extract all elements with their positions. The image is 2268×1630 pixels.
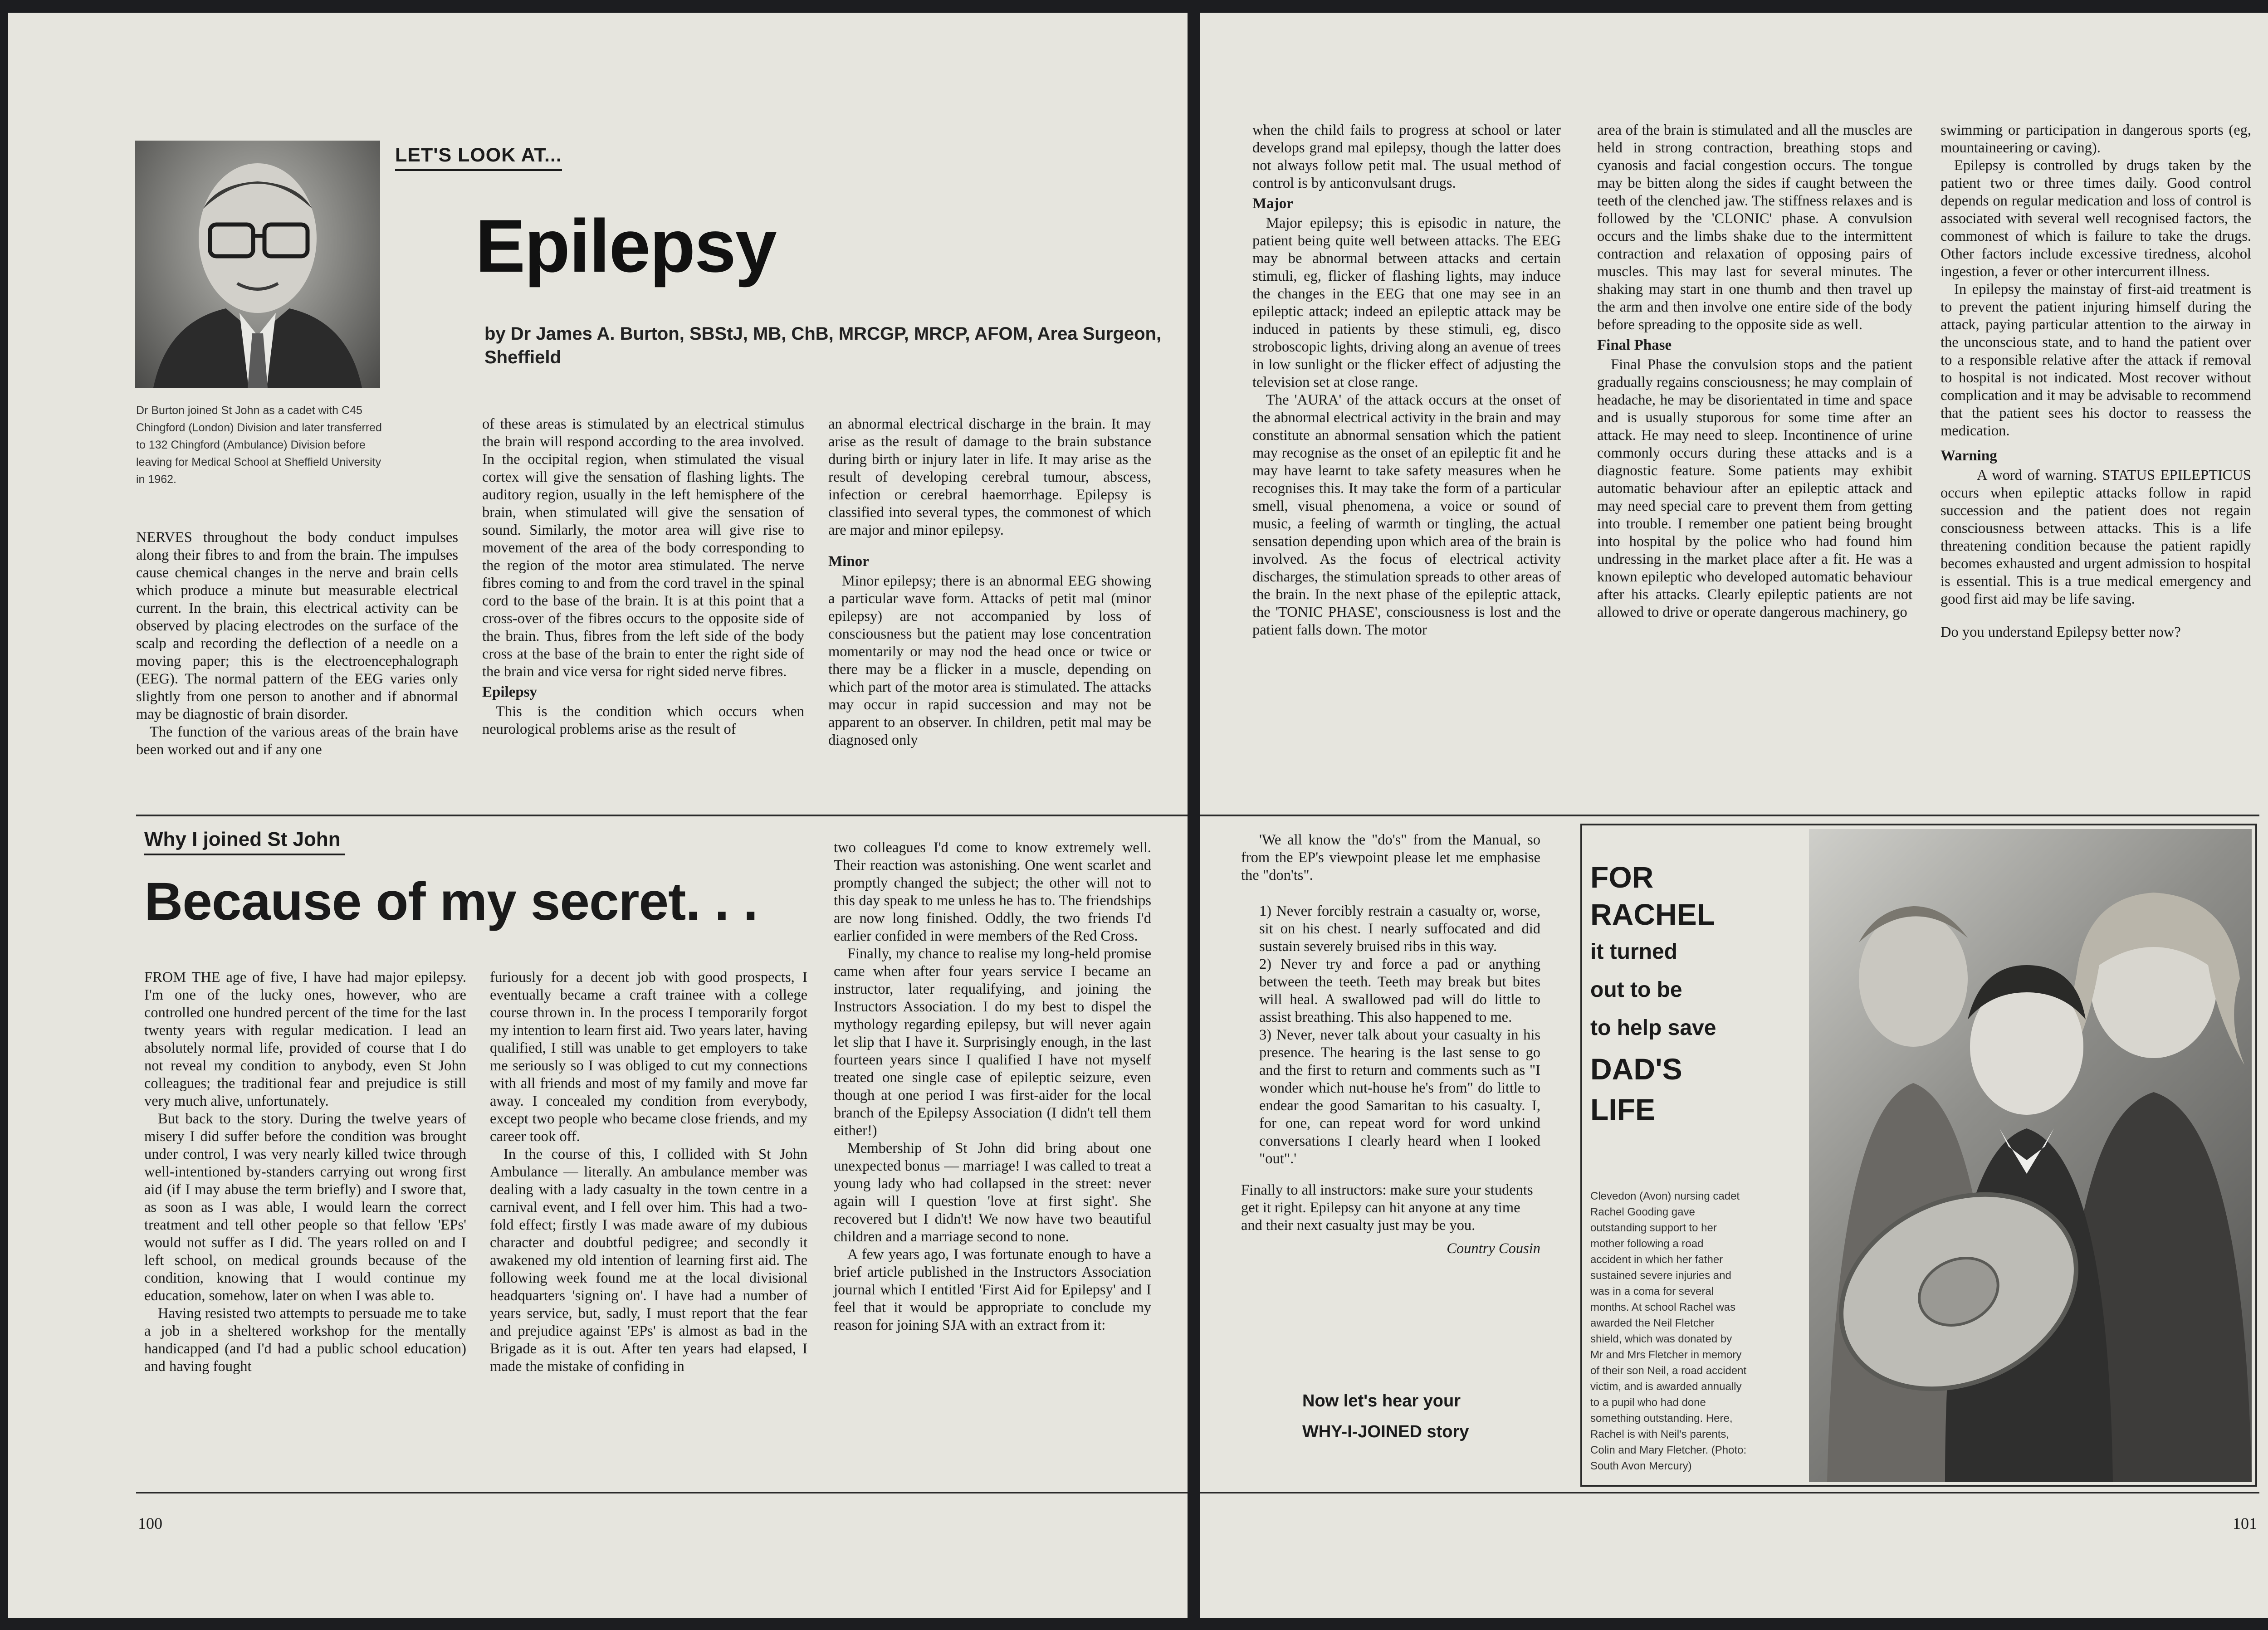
paragraph: But back to the story. During the twelve years of misery I did suffer before the condition was brought under control, I was very nearly killed twice through well-intentioned by-standers carrying out wrong first aid (if I may abuse the term briefly) and I swore that, as soon as I was able, I would learn the correct treatment and tell other people so that fellow 'EPs' would not suffer as I did. The years rolled on and I left school, on medical grounds because of the condition, knowing that I would continue my education, somehow, later on when I was able to. (144, 1111, 466, 1304)
paragraph: Finally, my chance to realise my long-held promise came when after four years service I became an instructor, later requalifying, and joining the Instructors Association. I do my best to dispel the mythology regarding epilepsy, but will never again let slip that I have it. Surprisingly enough, in the last fourteen years since I qualified I have not myself treated one single case of epileptic seizure, even though at one period I was first-aider for the local branch of the Epilepsy Association (I didn't tell them either!) (834, 946, 1151, 1139)
paragraph: The function of the various areas of the brain have been worked out and if any one (136, 724, 458, 758)
bottom-rule (1200, 1492, 2259, 1493)
section-kicker: LET'S LOOK AT... (395, 144, 562, 171)
article-divider (136, 815, 1188, 816)
paragraph: furiously for a decent job with good prospects, I eventually became a craft trainee with a college course thrown in. In the process I temporarily forgot my intention to learn first aid. Two years later, having qualified, I still was unable to get employers to take me seriously so I was obliged to cut my connections with all friends and most of my family and move far away. I concealed my condition from everybody, except two people who became close friends, and my career took off. (490, 969, 807, 1145)
paragraph: A few years ago, I was fortunate enough to have a brief article published in the Instructors Association journal which I entitled 'First Aid for Epilepsy' and I feel that it would be appropriate to conclude my reason for joining SJA with an extract from it: (834, 1246, 1151, 1333)
rachel-line-6: DAD'S (1590, 1052, 1682, 1086)
rachel-line-4: out to be (1590, 978, 1682, 1002)
paragraph: In the course of this, I collided with St John Ambulance — literally. An ambulance member was dealing with a lady casualty in the town centre in a carnival event, and I fell over him. This had a two-fold effect; firstly I was made aware of my dubious character and doubtful pedigree; and secondly it awakened my old intention of learning first aid. The following week found me at the local divisional headquarters 'signing on'. I have had a number of years service, but, sadly, I must report that the fear and prejudice against 'EPs' is almost as bad in the Brigade as it is out. After ten years had elapsed, I made the mistake of confiding in (490, 1146, 807, 1375)
rachel-line-5: to help save (1590, 1016, 1716, 1040)
rachel-photo-illustration (1809, 829, 2252, 1482)
left-page (8, 13, 1188, 1618)
paragraph: A word of warning. STATUS EPILEPTICUS occurs when epileptic attacks follow in rapid succession and the patient does not regain consciousness between attacks. This is a life threatening condition because the patient rapidly becomes exhausted and urgent admission to hospital is essential. This is a true medical emergency and good first aid may be life saving. (1941, 467, 2251, 607)
rachel-line-7: LIFE (1590, 1093, 1655, 1126)
paragraph: Having resisted two attempts to persuade me to take a job in a sheltered workshop for the mentally handicapped (and I'd had a public school education) and having fought (144, 1305, 466, 1375)
section-heading-final-phase: Final Phase (1597, 337, 1672, 353)
section-heading-warning: Warning (1941, 448, 1997, 464)
epilepsy-column-2 (482, 415, 804, 738)
paragraph: Major epilepsy; this is episodic in nature, the patient being quite well between attacks. The EEG may be abnormal between attacks and certain stimuli, eg, flicker of flashing lights, may induce the changes in the EEG that one may see in an epileptic attack; indeed an epileptic attack may be induced in patients by these stimuli, eg, disco stroboscopic lights, driving along an avenue of trees in low sunlight or the flicker effect of adjusting the television set at close range. (1252, 215, 1561, 390)
paragraph: Final Phase the convulsion stops and the patient gradually regains consciousness; he may complain of headache, he may be disorientated in time and space and is usually stuporous for some time after an attack. He may need to sleep. Incontinence of urine commonly occurs during these attacks and is a diagnostic feature. Some patients may exhibit automatic behaviour after an epileptic attack and may need special care to prevent them from getting into trouble. I remember one patient being brought into hospital by the police who had found him undressing in the market place after a fit. He was a known epileptic who developed automatic behaviour after his attacks. Clearly epileptic patients are not allowed to drive or operate dangerous machinery, go (1597, 356, 1912, 620)
paragraph: swimming or participation in dangerous sports (eg, mountaineering or caving). (1941, 122, 2251, 156)
dont-item-1: 1) Never forcibly restrain a casualty or, worse, sit on his chest. I nearly suffocated and did sustain severely bruised ribs in this way. (1259, 903, 1540, 955)
epilepsy-column-5 (1597, 122, 1912, 621)
epilepsy-column-6 (1941, 122, 2251, 641)
page-number: 100 (138, 1514, 162, 1532)
dont-item-3: 3) Never, never talk about your casualty in his presence. The hearing is the last sense to go and the first to return and comments such as "I wonder which nut-house he's from" do little to endear the good Samaritan to his casualty. I, for one, can repeat word for word unkind conversations I clearly heard when I looked "out".' (1259, 1027, 1540, 1167)
rachel-headline (1590, 859, 1740, 1128)
epilepsy-column-4 (1252, 122, 1561, 639)
epilepsy-column-1 (136, 529, 458, 759)
dont-item-2: 2) Never try and force a pad or anything between the teeth. Teeth may break but bites will heal. A swallowed pad will do little to assist breathing. This also happened to me. (1259, 956, 1540, 1025)
cta-line-2: WHY-I-JOINED story (1302, 1422, 1469, 1441)
cta-line-1: Now let's hear your (1302, 1391, 1461, 1410)
paragraph: In epilepsy the mainstay of first-aid treatment is to prevent the patient injuring himself during the attack, paying particular attention to the airway in the unconscious state, and to hand the patient over to a responsible relative after the attack if removal to hospital is not indicated. Most recover without complication and it may be advisable to recommend that the patient sees his doctor to reassess the medication. (1941, 281, 2251, 439)
signature: Country Cousin (1447, 1240, 1540, 1257)
paragraph: Finally to all instructors: make sure your students get it right. Epilepsy can hit anyone at any time and their next casualty just may be you. (1241, 1182, 1533, 1234)
article-divider (1200, 815, 2259, 816)
section-heading-minor: Minor (828, 553, 869, 570)
rachel-line-1: FOR (1590, 860, 1654, 894)
paragraph: The 'AURA' of the attack occurs at the onset of the abnormal electrical activity in the brain and may constitute an abnormal sensation which the patient may recognise as the onset of an epileptic fit and he may have learnt to take safety measures when he recognises this. It may take the form of a particular smell, visual phenomena, a voice or sound of music, a feeling of warmth or tingling, the actual sensation depending upon which area of the brain is involved. As the focus of electrical activity discharges, the stimulation spreads to other areas of the brain. In the next phase of the epileptic attack, the 'TONIC PHASE', consciousness is lost and the patient falls down. The motor (1252, 392, 1561, 638)
author-portrait-illustration (135, 141, 380, 388)
article-title: Epilepsy (475, 204, 776, 288)
secret-column-3 (834, 839, 1151, 1334)
closing-question: Do you understand Epilepsy better now? (1941, 624, 2181, 640)
epilepsy-column-3 (828, 415, 1151, 749)
rachel-line-2: RACHEL (1590, 898, 1715, 931)
author-photo (135, 141, 380, 388)
paragraph: This is the condition which occurs when neurological problems arise as the result of (482, 703, 804, 737)
secret-headline: Because of my secret. . . (144, 872, 758, 932)
paragraph: NERVES throughout the body conduct impulses along their fibres to and from the brain. The impulses cause chemical changes in the nerve and brain cells which produce a minute but measurable electrical current. In the brain, this electrical activity can be observed by placing electrodes on the surface of the scalp and recording the deflection of a needle on a moving paper; this is the electroencephalograph (EEG). The normal pattern of the EEG varies only slightly from one person to another and if abnormal may be diagnostic of brain disorder. (136, 529, 458, 722)
section-heading-epilepsy: Epilepsy (482, 684, 538, 700)
paragraph: of these areas is stimulated by an electrical stimulus the brain will respond according to the area involved. In the occipital region, when stimulated the visual cortex will give the sensation of flashing lights. The auditory region, usually in the left hemisphere of the brain, when stimulated will give the sensation of sound. Similarly, the motor area will give rise to movement of the area of the body corresponding to the region of the motor area stimulated. The nerve fibres coming to and from the cord travel in the spinal cord to the base of the brain. It is at this point that a cross-over of the fibres occurs to the opposite side of the brain. Thus, fibres from the left side of the body cross at the base of the brain to enter the right side of the brain and vice versa for right sided nerve fibres. (482, 416, 804, 680)
rachel-caption: Clevedon (Avon) nursing cadet Rachel Gooding gave outstanding support to her mother following a road accident in which her father sustained severe injuries and was in a coma for several months. At school Rachel was awarded the Neil Fletcher shield, which was donated by Mr and Mrs Fletcher in memory of their son Neil, a road accident victim, and is awarded annually to a pupil who had done something outstanding. Here, Rachel is with Neil's parents, Colin and Mary Fletcher. (Photo: South Avon Mercury) (1590, 1190, 1747, 1472)
paragraph: an abnormal electrical discharge in the brain. It may arise as the result of damage to the brain substance during birth or injury later in life. It may arise as the result of developing cerebral tumour, abscess, infection or cerebral haemorrhage. Epilepsy is classified into several types, the commonest of which are major and minor epilepsy. (828, 416, 1151, 538)
paragraph: area of the brain is stimulated and all the muscles are held in strong contraction, breathing stops and cyanosis and facial congestion occurs. The tongue may be bitten along the sides if caught between the teeth of the clenched jaw. The stiffness relaxes and is followed by the 'CLONIC' phase. A convulsion occurs and the limbs shake due to the intermittent contraction and relaxation of opposing pairs of muscles. This may last for several minutes. The shaking may start in one thumb and then travel up the arm and then involve one entire side of the body before spreading to the opposite side as well. (1597, 122, 1912, 333)
paragraph: 'We all know the "do's" from the Manual, so from the EP's viewpoint please let me emphasise the "don'ts". (1241, 832, 1540, 883)
paragraph: Minor epilepsy; there is an abnormal EEG showing a particular wave form. Attacks of petit mal (minor epilepsy) are not accompanied by loss of consciousness but the patient may lose concentration momentarily or may nod the head once or twice or there may be a flicker in a muscle, depending on which part of the motor area is stimulated. The attacks may occur in rapid succession and may not be apparent to an observer. In children, petit mal may be diagnosed only (828, 573, 1151, 748)
article-byline: by Dr James A. Burton, SBStJ, MB, ChB, MRCGP, MRCP, AFOM, Area Surgeon, Sheffield (484, 324, 1162, 367)
secret-column-1 (144, 969, 466, 1376)
bottom-rule (136, 1492, 1188, 1493)
right-page (1200, 13, 2268, 1618)
secret-column-2 (490, 969, 807, 1376)
section-heading-major: Major (1252, 195, 1293, 212)
paragraph: two colleagues I'd come to know extremely well. Their reaction was astonishing. One went scarlet and promptly changed the subject; the other will not to this day speak to me unless he has to. The friendships are now long finished. Oddly, the two friends I'd earlier confided in were members of the Red Cross. (834, 839, 1151, 944)
rachel-photo (1809, 829, 2252, 1482)
secret-column-4 (1241, 831, 1540, 1258)
page-number: 101 (2233, 1514, 2257, 1532)
secret-kicker: Why I joined St John (144, 828, 345, 855)
paragraph: Epilepsy is controlled by drugs taken by the patient two or three times daily. Good control depends on regular medication and loss of control is associated with several well recognised factors, the commonest of which is failure to take the drugs. Other factors include excessive tiredness, alcohol ingestion, a fever or other intercurrent illness. (1941, 157, 2251, 280)
paragraph: Membership of St John did bring about one unexpected bonus — marriage! I was called to treat a young lady who had collapsed in the street: never again will I question 'love at first sight'. She recovered but I didn't! We now have two beautiful children and a marriage second to none. (834, 1140, 1151, 1245)
paragraph: FROM THE age of five, I have had major epilepsy. I'm one of the lucky ones, however, who are controlled one hundred percent of the time for the last twenty years with regular medication. I lead an absolutely normal life, provided of course that I do not reveal my condition to anybody, even St John colleagues; the traditional fear and prejudice is still very much alive, unfortunately. (144, 969, 466, 1109)
paragraph: when the child fails to progress at school or later develops grand mal epilepsy, though the latter does not always follow petit mal. The usual method of control is by anticonvulsant drugs. (1252, 122, 1561, 191)
photo-caption: Dr Burton joined St John as a cadet with C45 Chingford (London) Division and later transferred to 132 Chingford (Ambulance) Division before leaving for Medical School at Sheffield University in 1962. (136, 404, 382, 486)
rachel-line-3: it turned (1590, 940, 1677, 964)
